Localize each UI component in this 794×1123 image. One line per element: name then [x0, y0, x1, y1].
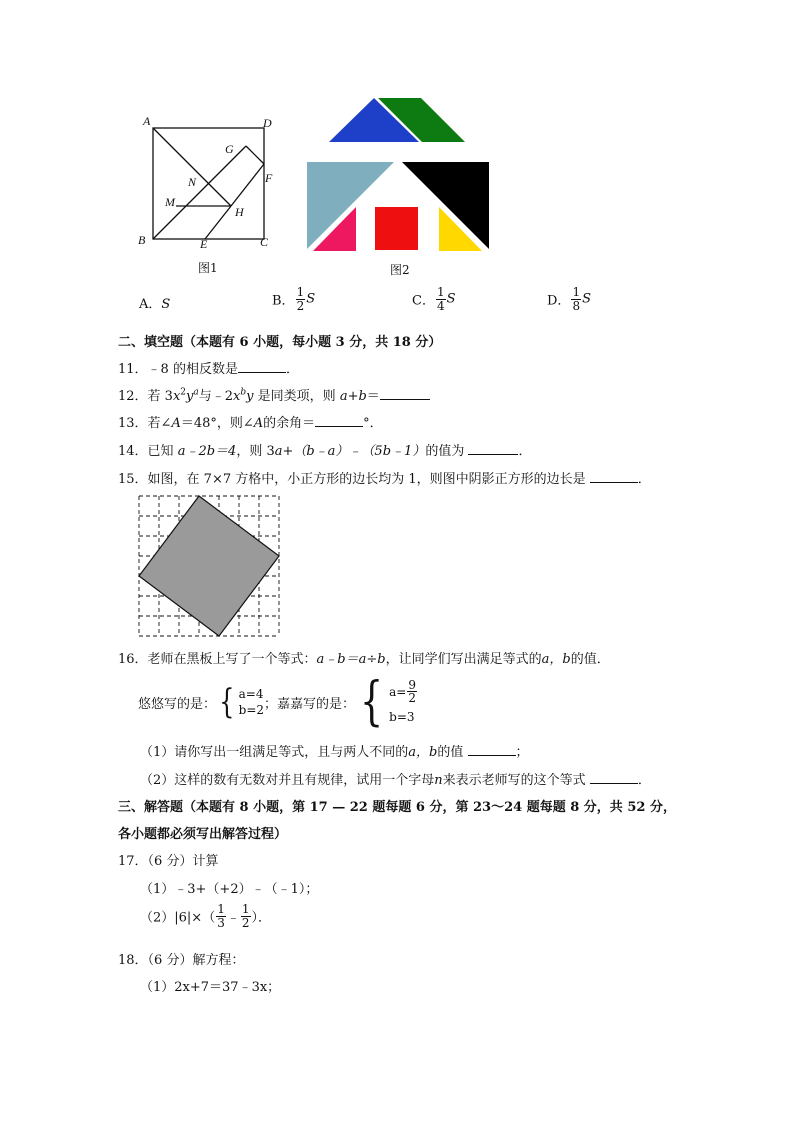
- label-C: C: [260, 235, 269, 249]
- q16-sub-2: （2）这样的数有无数对并且有规律，试用一个字母n来表示老师写的这个等式 ．: [140, 773, 651, 788]
- youyou-system: { a=4 b=2: [219, 682, 265, 722]
- jiajia-system: { a= $\frac{9}{2}$ b=3: [360, 672, 416, 732]
- q17-sub-2: （2）|6|×（ $\frac{1}{3}$ ﹣ $\frac{1}{2}$ ）．: [140, 902, 272, 930]
- question-12: 12．若 $3x^2y^a$与$﹣2x^by$ 是同类项，则 a+b＝: [118, 385, 430, 404]
- q10-option-a: A．S: [139, 297, 171, 312]
- label-E: E: [200, 237, 208, 251]
- fraction-third: $\frac{1}{3}$: [217, 902, 225, 930]
- question-15: 15．如图，在 7×7 方格中，小正方形的边长均为 1，则图中阴影正方形的边长是 ．: [118, 472, 651, 487]
- label-G: G: [225, 142, 234, 156]
- question-11: 11．﹣8 的相反数是 ．: [118, 362, 299, 377]
- label-B: B: [138, 233, 146, 247]
- section-3-heading-line-2: 各小题都必须写出解答过程）: [118, 827, 288, 842]
- label-F: F: [265, 171, 273, 185]
- section-3-heading-line-1: 三、解答题（本题有 8 小题，第 17 — 22 题每题 6 分，第 23～24 题每题 8 分，共 52 分，: [118, 800, 676, 815]
- question-17-title: 17．（6 分）计算: [118, 854, 219, 869]
- question-14: 14．已知 a﹣2b＝4，则 3a+（b﹣a）﹣（5b﹣1）的值为 ．: [118, 444, 532, 459]
- fraction-second-half: $\frac{1}{2}$: [241, 902, 250, 930]
- figure-2-tangram-house: [300, 94, 495, 254]
- figure-1-caption: 图1: [198, 261, 218, 275]
- shaded-square: [139, 496, 279, 636]
- red-square: [375, 207, 418, 250]
- section-2-heading: 二、填空题（本题有 6 小题，每小题 3 分，共 18 分）: [118, 335, 442, 350]
- q16-sub-1: （1）请你写出一组满足等式，且与两人不同的a，b的值 ；: [140, 745, 529, 760]
- label-M: M: [165, 195, 175, 209]
- fraction-eighth: $\frac{1}{8}$: [572, 285, 581, 313]
- q17-sub-1: （1）﹣3+（+2）﹣（﹣1）；: [140, 882, 319, 897]
- q10-option-b: B． $\frac{1}{2}$ S: [272, 285, 316, 313]
- label-N: N: [188, 175, 197, 189]
- q16-student-answers: 悠悠写的是： { a=4 b=2 ；嘉嘉写的是： { a= $\frac{9}{2}$ b=3: [138, 672, 416, 732]
- figure-2-caption: 图2: [390, 263, 410, 277]
- q10-option-d: D． $\frac{1}{8}$ S: [547, 285, 591, 313]
- q18-sub-1: （1）2x+7＝37﹣3x；: [140, 980, 281, 995]
- label-D: D: [263, 116, 272, 130]
- question-13: 13．若∠A＝48°，则∠A的余角＝ °．: [118, 416, 383, 431]
- fraction-half: $\frac{1}{2}$: [296, 285, 305, 313]
- question-18-title: 18．（6 分）解方程：: [118, 953, 245, 968]
- q15-grid-figure: [138, 495, 282, 639]
- question-16: 16．老师在黑板上写了一个等式：a﹣b＝a÷b，让同学们写出满足等式的a，b的值．: [118, 652, 610, 667]
- q10-option-c: C． $\frac{1}{4}$ S: [412, 285, 456, 313]
- label-A: A: [143, 114, 151, 128]
- figure-1-square-diagram: [135, 110, 285, 260]
- fraction-nine-halves: $\frac{9}{2}$: [408, 677, 416, 706]
- fraction-quarter: $\frac{1}{4}$: [436, 285, 445, 313]
- label-H: H: [235, 205, 244, 219]
